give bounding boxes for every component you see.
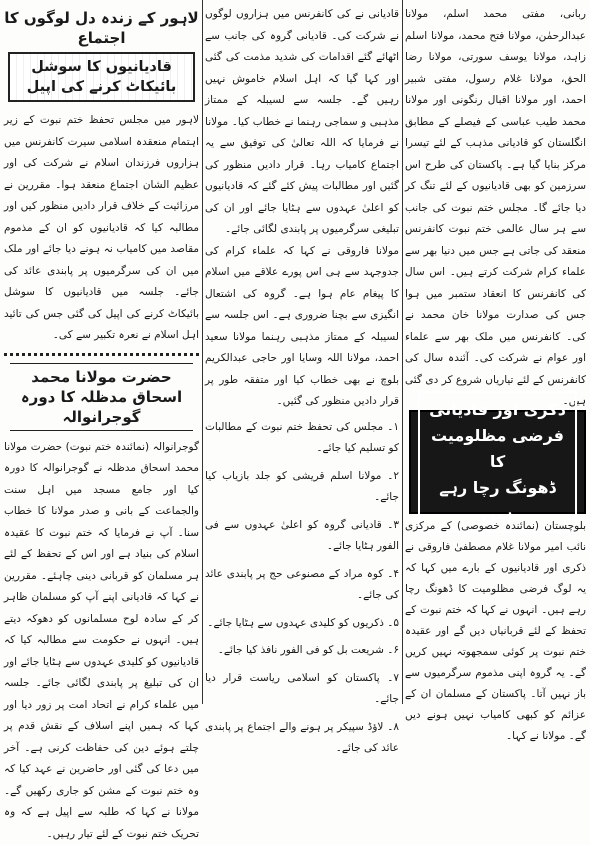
section-separator [4,347,199,361]
lahore-headline: لاہور کے زندہ دل لوگوں کا اجتماع [4,8,199,48]
middle-paragraph-2: مولانا فاروقی نے کہا کہ علماء کرام کی جدوجہد سے ہی اس پورے علاقے میں اسلام کا پیغام عام ہوا ہے۔ گروہ کی اشتعال انگیزی سے بچنا ضروری ہے۔ اس جلسہ سے لسیبلہ کے ممتاز مذہبی رہنما مولانا سعید احمد، مولانا اللہ وسایا اور حاجی عبدالکریم بلوچ نے بھی خطاب کیا اور متفقہ طور پر قرار دادیں منظور کی گئیں۔ [205,241,399,413]
right-paragraph-2: بلوچستان (نمائندہ خصوصی) کے مرکزی نائب امیر مولانا غلام مصطفیٰ فاروقی نے ذکری اور قادیانیوں کے بارے میں کہا کہ یہ لوگ فرضی مظلومیت کا ڈھونگ رچا رہے ہیں۔ انہوں نے کہا کہ ختم نبوت کے تحفظ کے لئے قربانیاں دیں گے اور عقیدہ ختم نبوت پر کوئی سمجھوتہ نہیں کریں گے۔ یہ گروہ اپنی مذموم سرگرمیوں سے باز نہیں آتا۔ پاکستان کے مسلمان ان کے عزائم کو کبھی کامیاب نہیں ہونے دیں گے۔ مولانا نے کہا۔ [405,516,586,747]
boycott-headline: قادیانیوں کا سوشل بائیکاٹ کرنے کی اپیل [8,52,195,102]
headline-line-3: ڈھونگ رچا رہے ہیں [422,475,573,527]
resolution-item: ۸۔ لاؤڈ سپیکر پر ہونے والے اجتماع پر پابندی عائد کی جائے۔ [205,717,399,760]
resolution-item: ۷۔ پاکستان کو اسلامی ریاست قرار دیا جائے۔ [205,668,399,711]
resolution-item: ۶۔ شریعت بل کو فی الفور نافذ کیا جائے۔ [205,640,399,662]
middle-column [205,0,399,704]
headline-box-inner [418,391,577,533]
resolutions-list [205,417,399,760]
ziqri-qadiani-headline-box [409,410,586,514]
left-article-text: گوجرانوالہ (نمائندہ ختم نبوت) حضرت مولانا محمد اسحاق مدظلہ نے گوجرانوالہ کا دورہ کیا اور جامع مسجد میں اہل سنت والجماعت کے بانی و صدر مولانا کا خطاب سنا۔ آپ نے فرمایا کہ ختم نبوت کا عقیدہ اسلام کی بنیاد ہے اور اس کے تحفظ کے لئے ہر مسلمان کو قربانی دینی چاہئے۔ مقررین نے کہا کہ قادیانی اپنے آپ کو مسلمان ظاہر کر کے سادہ لوح مسلمانوں کو دھوکہ دیتے ہیں۔ انہوں نے حکومت سے مطالبہ کیا کہ قادیانیوں کو کلیدی عہدوں سے ہٹایا جائے اور ان کی تبلیغ پر پابندی لگائی جائے۔ جلسہ میں علماء کرام نے اتحاد امت پر زور دیا اور کہا کہ ہمیں اپنے اسلاف کے نقش قدم پر چلتے ہوئے دین کی حفاظت کرنی ہے۔ آخر میں دعا کی گئی اور حاضرین نے عہد کیا کہ وہ ختم نبوت کے مشن کو جاری رکھیں گے۔ مولانا نے کہا کہ طلبہ سے اپیل ہے کہ وہ تحریک ختم نبوت کے لئے تیار رہیں۔ [4,437,199,845]
headline-line-2: فرضی مظلومیت کا [422,423,573,475]
middle-paragraph-1: قادیانی نے کی کانفرنس میں ہزاروں لوگوں نے شرکت کی۔ قادیانی گروہ کی جانب سے اٹھائے گئے اقدامات کی شدید مذمت کی گئی اور کہا گیا کہ اہل اسلام خاموش نہیں رہیں گے۔ جلسہ سے لسیبلہ کے ممتاز مذہبی و سماجی رہنما نے خطاب کیا۔ مولانا نے فرمایا کہ اللہ تعالیٰ کی توفیق سے یہ اجتماع کامیاب رہا۔ قرار دادیں منظور کی گئیں اور مطالبات پیش کئے گئے کہ قادیانیوں کو اعلیٰ عہدوں سے ہٹایا جائے اور ان کی تبلیغی سرگرمیوں پر پابندی لگائی جائے۔ [205,4,399,241]
right-bottom-article [405,516,586,747]
ornament-rule [4,353,199,356]
right-paragraph-1: ربانی، مفتی محمد اسلم، مولانا عبدالرحمٰن، مولانا فتح محمد، مولانا اسلم زاہد، مولانا یوسف سورتی، مولانا رضا الحق، مولانا غلام رسول، مفتی شبیر احمد، اور مولانا اقبال رنگونی اور مولانا محمد طیب عباسی کے فیصلے کے مطابق انگلستان کو قادیانی مذہب کے لئے تیسرا مرکز بنایا گیا ہے۔ پاکستان کی طرح اس سرزمین کو بھی قادیانیوں کے لئے تنگ کر دیا جائے گا۔ مجلس ختم نبوت کی جانب سے ہر سال عالمی ختم نبوت کانفرنس منعقد کی جاتی ہے جس میں دنیا بھر سے علماء کرام شرکت کرتے ہیں۔ اس سال کی کانفرنس کا انعقاد ستمبر میں ہوا جس کی صدارت مولانا خان محمد نے کی۔ کانفرنس میں ملک بھر سے علماء اور عوام نے شرکت کی۔ آئندہ سال کی کانفرنس کے لئے تیاریاں شروع کر دی گئی ہیں۔ [405,4,586,413]
left-paragraph-1: لاہور میں مجلس تحفظ ختم نبوت کے زیر اہتمام منعقدہ اسلامی سیرت کانفرنس میں ہزاروں فرزندان اسلام نے شرکت کی اور عظیم الشان اجتماع منعقد ہوا۔ مقررین نے مرزائیت کے خلاف قرار دادیں منظور کیں اور مطالبہ کیا کہ قادیانیوں کو ان کے مذموم مقاصد میں کامیاب نہ ہونے دیا جائے اور ملک میں ان کی سرگرمیوں پر پابندی عائد کی جائے۔ جلسہ میں قادیانیوں کا سوشل بائیکاٹ کرنے کی اپیل کی گئی جس کی تائید اہل اسلام نے نعرہ تکبیر سے کی۔ [4,110,199,347]
resolution-item: ۴۔ کوہ مراد کے مصنوعی حج پر پابندی عائد کی جائے۔ [205,564,399,607]
resolution-item: ۳۔ قادیانی گروہ کو اعلیٰ عہدوں سے فی الفور ہٹایا جائے۔ [205,515,399,558]
resolution-item: ۲۔ مولانا اسلم قریشی کو جلد بازیاب کیا جائے۔ [205,466,399,509]
headline-line-1: ذکری اور قادیانی [422,397,573,423]
resolution-item: ۱۔ مجلس کی تحفظ ختم نبوت کے مطالبات کو تسلیم کیا جائے۔ [205,417,399,460]
column-divider-left [202,0,203,704]
ishaq-visit-headline: حضرت مولانا محمد اسحاق مدظلہ کا دورہ گوجرانوالہ [10,363,193,431]
left-column [4,0,199,704]
column-divider-right [402,0,403,704]
resolution-item: ۵۔ ذکریوں کو کلیدی عہدوں سے ہٹایا جائے۔ [205,613,399,635]
